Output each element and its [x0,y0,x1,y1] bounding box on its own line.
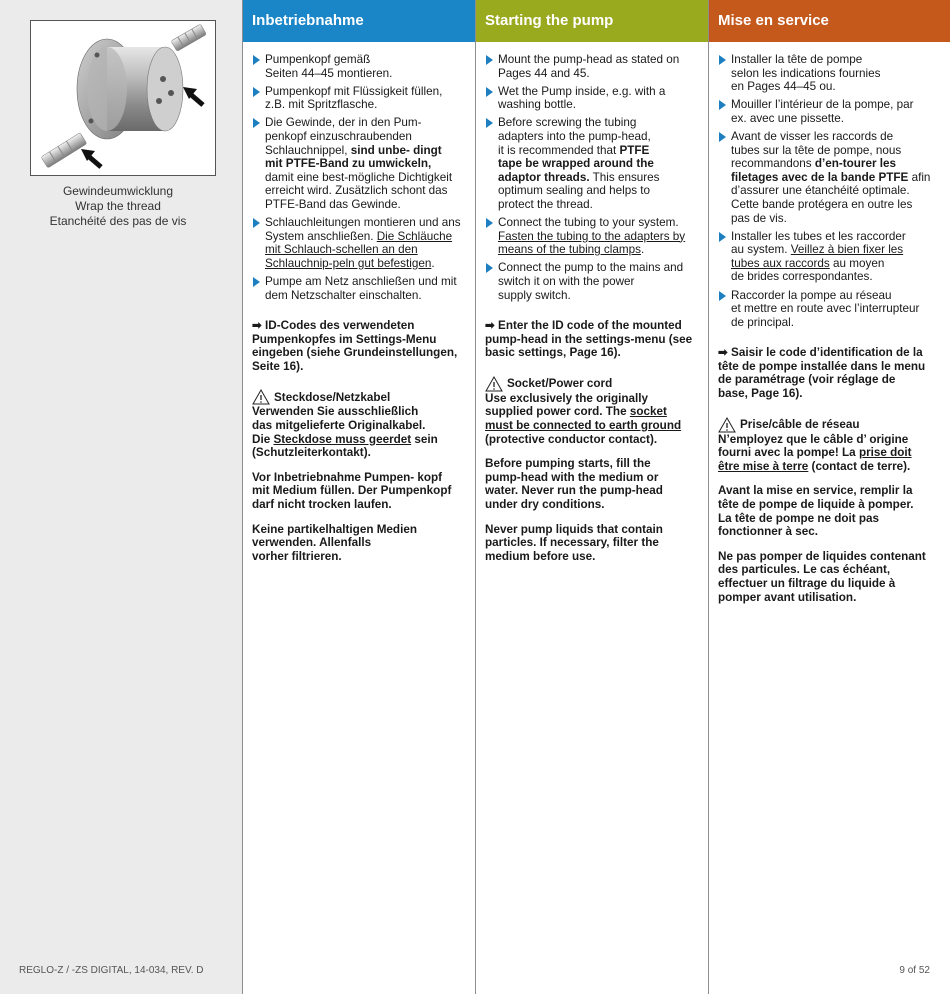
list-item: Avant de visser les raccords de tubes sur la tête de pompe, nous recommandons d’en-tourer les filetages avec de la bande PTFE afin d’assurer une étanchéité optimale. Cette bande protégera en outre les pas de vis. [718,130,942,225]
list-item: Mount the pump-head as stated on Pages 44 and 45. [485,53,700,80]
list-item: Pumpe am Netz anschließen und mit dem Netzschalter einschalten. [252,275,467,302]
list-item: Installer les tubes et les raccorder au system. Veillez à bien fixer les tubes aux raccords au moyen de brides correspondantes. [718,230,942,284]
triangle-bullet-icon [253,55,260,65]
triangle-bullet-icon [486,87,493,97]
column-header-french: Mise en service [709,0,950,42]
warning-triangle-icon [485,376,503,392]
caption-de: Gewindeumwicklung [62,184,174,198]
footer-doc-id: REGLO-Z / -ZS DIGITAL, 14-034, REV. D [19,965,204,976]
pump-head-with-arrows-image [31,21,215,175]
list-item: Wet the Pump inside, e.g. with a washing bottle. [485,85,700,112]
triangle-bullet-icon [253,277,260,287]
triangle-bullet-icon [719,291,726,301]
warning-text: N’employez que le câble d’ origine fourni avec la pompe! La prise doit être mise à terre (contact de terre). [718,432,912,473]
sidebar [0,0,242,994]
list-item: Connect the tubing to your system. Fasten the tubing to the adapters by means of the tubing clamps. [485,216,700,257]
list-item: Die Gewinde, der in den Pum- penkopf einzuschraubenden Schlauchnippel, sind unbe- dingt mit PTFE-Band zu umwickeln, damit eine best-mögliche Dichtigkeit erreicht wird. Zusätzlich schont das PTFE-Band das Gewinde. [252,116,467,211]
triangle-bullet-icon [253,118,260,128]
warning-heading: Socket/Power cord [485,376,700,392]
triangle-bullet-icon [719,100,726,110]
id-code-note: ➡︎ Saisir le code d’identification de la tête de pompe installée dans le menu de paramétrage (voir réglage de base, Page 16). [718,346,926,401]
list-item: Raccorder la pompe au réseau et mettre en route avec l’interrupteur de principal. [718,289,942,330]
footer-page-number: 9 of 52 [899,965,930,976]
warning-heading: Prise/câble de réseau [718,417,942,433]
caption-fr: Etanchéité des pas de vis [49,214,187,228]
photo-caption [0,184,236,229]
column-header-german: Inbetriebnahme [243,0,475,42]
list-item: Installer la tête de pompe selon les indications fournies en Pages 44–45 ou. [718,53,942,94]
list-item: Pumpenkopf mit Flüssigkeit füllen, z.B. mit Spritzflasche. [252,85,467,112]
triangle-bullet-icon [719,55,726,65]
triangle-bullet-icon [486,55,493,65]
id-code-note: ➡︎ Enter the ID code of the mounted pump-head in the settings-menu (see basic settings, Page 16). [485,319,693,360]
list-item: Schlauchleitungen montieren und ans System anschließen. Die Schläuche mit Schlauch-schellen an den Schlauchnip-peln gut befestigen. [252,216,467,270]
list-item: Before screwing the tubing adapters into the pump-head, it is recommended that PTFE tape be wrapped around the adaptor threads. This ensures optimum sealing and helps to protect the thread. [485,116,700,211]
list-item: Mouiller l’intérieur de la pompe, par ex. avec une pissette. [718,98,942,125]
warning-triangle-icon [252,389,270,405]
triangle-bullet-icon [719,132,726,142]
id-code-note: ➡︎ ID-Codes des verwendeten Pumpenkopfes im Settings-Menu eingeben (siehe Grundeinstellungen, Seite 16). [252,319,458,373]
list-item: Connect the pump to the mains and switch it on with the power supply switch. [485,261,700,302]
triangle-bullet-icon [486,263,493,273]
arrow-icon-bottom [81,149,101,167]
warning-triangle-icon [718,417,736,433]
triangle-bullet-icon [253,87,260,97]
particle-note: Keine partikelhaltigen Medien verwenden. Allenfalls vorher filtrieren. [252,522,417,563]
fill-note: Avant la mise en service, remplir la tête de pompe de liquide à pomper. La tête de pompe ne doit pas fonctionner à sec. [718,484,914,539]
triangle-bullet-icon [253,218,260,228]
triangle-bullet-icon [486,218,493,228]
column-german [242,0,475,994]
fill-note: Vor Inbetriebnahme Pumpen- kopf mit Medium füllen. Der Pumpenkopf darf nicht trocken laufen. [252,470,452,512]
triangle-bullet-icon [486,118,493,128]
caption-en: Wrap the thread [75,199,161,213]
warning-heading: Steckdose/Netzkabel [252,389,467,405]
arrow-icon-top [183,87,203,105]
column-header-english: Starting the pump [476,0,708,42]
fill-note: Before pumping starts, fill the pump-head with the medium or water. Never run the pump-head under dry conditions. [485,457,663,512]
warning-text: Verwenden Sie ausschließlich das mitgelieferte Originalkabel. Die Steckdose muss geerdet sein (Schutzleiterkontakt). [252,405,438,460]
particle-note: Never pump liquids that contain particles. If necessary, filter the medium before use. [485,522,663,563]
triangle-bullet-icon [719,232,726,242]
column-english [475,0,708,994]
warning-text: Use exclusively the originally supplied power cord. The socket must be connected to earth ground (protective conductor contact). [485,391,682,446]
column-french [708,0,950,994]
particle-note: Ne pas pomper de liquides contenant des particules. Le cas échéant, effectuer un filtrage du liquide à pomper avant utilisation. [718,549,926,604]
pump-head-photo [30,20,216,176]
list-item: Pumpenkopf gemäß Seiten 44–45 montieren. [252,53,467,80]
